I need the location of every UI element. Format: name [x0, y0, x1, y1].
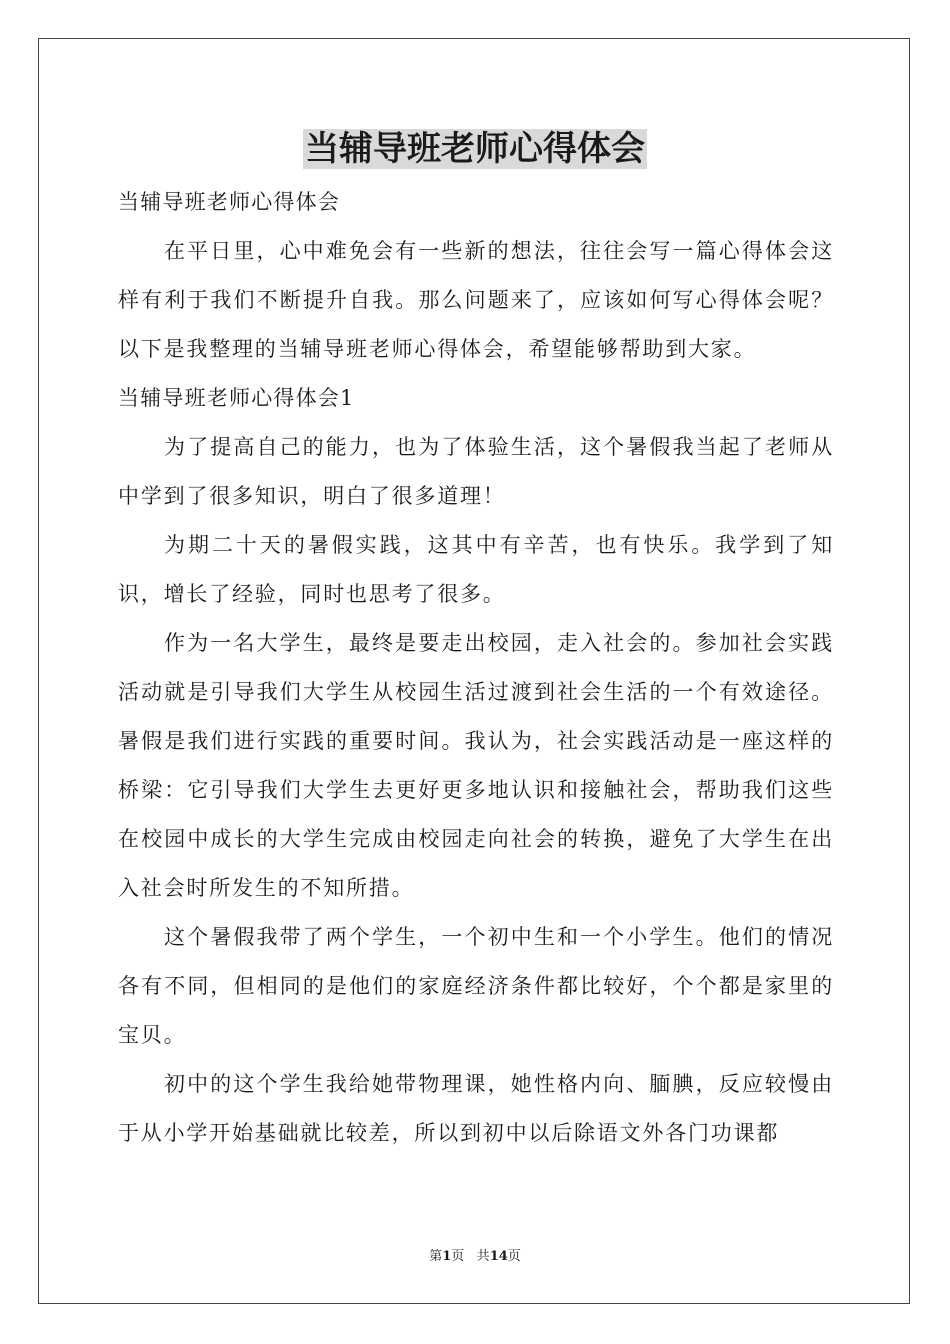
- body-paragraph: 为了提高自己的能力，也为了体验生活，这个暑假我当起了老师从中学到了很多知识，明白了很多道理！: [118, 435, 834, 508]
- section-heading-1: 当辅导班老师心得体会1: [118, 386, 355, 410]
- page-total-prefix: 共: [476, 1249, 490, 1264]
- document-body: [118, 178, 834, 1158]
- page-number-prefix: 第: [429, 1249, 443, 1264]
- body-paragraph: 作为一名大学生，最终是要走出校园，走入社会的。参加社会实践活动就是引导我们大学生从校园生活过渡到社会生活的一个有效途径。暑假是我们进行实践的重要时间。我认为，社会实践活动是一座这样的桥梁：它引导我们大学生去更好更多地认识和接触社会，帮助我们这些在校园中成长的大学生完成由校园走向社会的转换，避免了大学生在出入社会时所发生的不知所措。: [118, 631, 834, 900]
- page-number-suffix: 页: [451, 1249, 465, 1264]
- body-paragraph: 这个暑假我带了两个学生，一个初中生和一个小学生。他们的情况各有不同，但相同的是他们的家庭经济条件都比较好，个个都是家里的宝贝。: [118, 925, 834, 1047]
- intro-heading: 当辅导班老师心得体会: [118, 190, 340, 214]
- body-paragraph: 初中的这个学生我给她带物理课，她性格内向、腼腆，反应较慢由于从小学开始基础就比较差，所以到初中以后除语文外各门功课都: [118, 1072, 834, 1145]
- page-footer: [0, 1248, 950, 1266]
- page-total-count: 14: [489, 1249, 508, 1264]
- page-number-current: 1: [442, 1249, 452, 1264]
- document-title: [0, 124, 950, 174]
- body-paragraph: 为期二十天的暑假实践，这其中有辛苦，也有快乐。我学到了知识，增长了经验，同时也思考了很多。: [118, 533, 834, 606]
- intro-paragraph: 在平日里，心中难免会有一些新的想法，往往会写一篇心得体会这样有利于我们不断提升自我。那么问题来了，应该如何写心得体会呢？以下是我整理的当辅导班老师心得体会，希望能够帮助到大家。: [118, 239, 834, 361]
- page-total-suffix: 页: [507, 1249, 521, 1264]
- document-title-text: 当辅导班老师心得体会: [305, 129, 645, 169]
